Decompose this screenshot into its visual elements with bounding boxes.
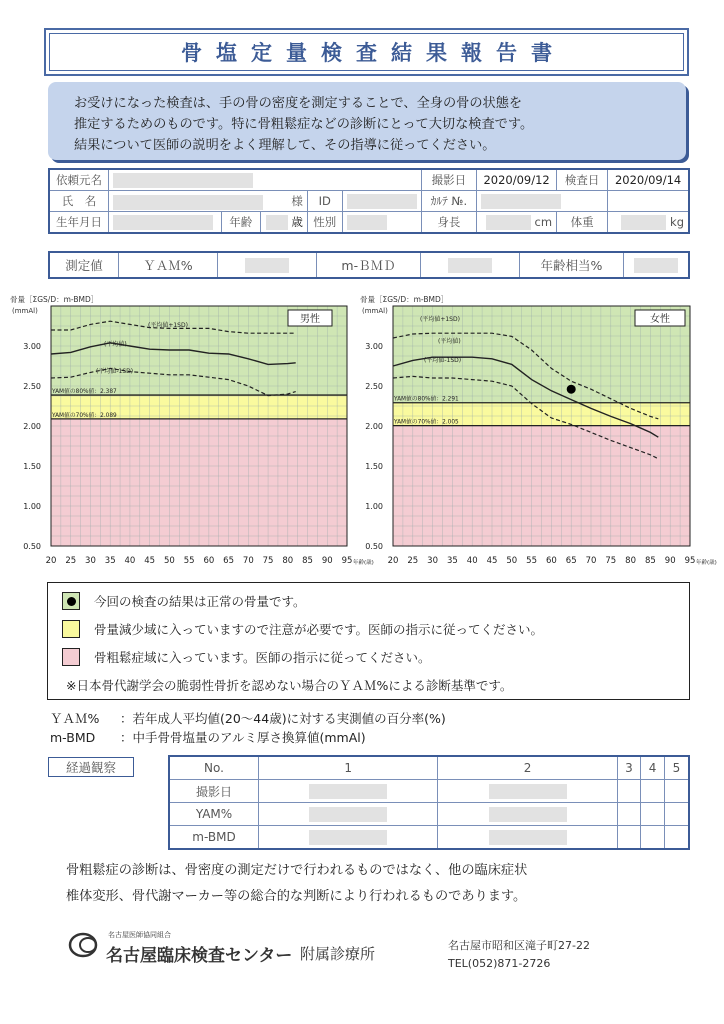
female-xtick-label: 25 (407, 556, 419, 566)
mbmd-label: m-ＢＭＤ (317, 252, 421, 278)
logo-small-text: 名古屋医師協同組合 (108, 931, 171, 939)
karte-label: ｶﾙﾃ №. (421, 191, 477, 212)
logo-main-text: 名古屋臨床検査センター (106, 946, 293, 966)
female-threshold-70-label: YAM値の70%値：2.005 (394, 419, 459, 426)
name-label: 氏 名 (49, 191, 108, 212)
female-ytick-label: 1.00 (365, 502, 383, 511)
course-table (168, 755, 690, 850)
female-label-plus: (平均値+1SD) (420, 316, 460, 323)
definition-mbmd-desc: ：中手骨骨塩量のアルミ厚さ換算値(mmAl) (120, 730, 366, 745)
patient-dot-icon (67, 597, 76, 606)
course-cell (259, 826, 438, 850)
dob-value (108, 212, 221, 234)
course-cell (664, 780, 689, 803)
measurement-table (48, 251, 690, 279)
logo-mark-icon (68, 931, 102, 959)
female-y-ticks (365, 342, 383, 551)
weight-unit: kg (670, 214, 684, 229)
chart-female (360, 294, 717, 566)
male-xtick-label: 35 (104, 556, 116, 566)
male-xtick-label: 95 (341, 556, 353, 566)
dob-label: 生年月日 (49, 212, 108, 234)
notice-line-1: お受けになった検査は、手の骨の密度を測定することで、全身の骨の状態を (74, 96, 523, 111)
notice-line-3: 結果について医師の説明をよく理解して、その指導に従ってください。 (74, 138, 496, 153)
male-label-mean: (平均値) (104, 341, 127, 348)
male-xtick-label: 25 (65, 556, 77, 566)
female-label-minus: (平均値-1SD) (424, 357, 462, 364)
age-value (260, 212, 307, 234)
exam-date-value: 2020/09/12 (477, 169, 557, 191)
height-unit: cm (534, 214, 553, 229)
legend-swatch-osteo (62, 648, 80, 666)
female-ytick-label: 2.50 (365, 382, 383, 391)
course-cell (438, 803, 617, 826)
male-ytick-label: 0.50 (23, 542, 41, 551)
female-xtick-label: 90 (664, 556, 676, 566)
male-xtick-label: 65 (223, 556, 235, 566)
male-threshold-80-label: YAM値の80%値：2.387 (52, 389, 117, 396)
legend-box (47, 582, 690, 700)
male-y-ticks (23, 342, 41, 551)
address-tel: TEL(052)871-2726 (448, 957, 551, 970)
female-xtick-label: 50 (506, 556, 518, 566)
male-label-plus: (平均値+1SD) (148, 322, 188, 329)
legend-text-caution: 骨量減少域に入っていますので注意が必要です。医師の指示に従ってください。 (94, 622, 544, 637)
patient-info-table (48, 168, 690, 234)
female-y-title: 骨量［ΣGS/D：m-BMD］ (360, 295, 449, 304)
legend-row-caution (62, 620, 543, 638)
legend-text-osteo: 骨粗鬆症域に入っています。医師の指示に従ってください。 (94, 650, 431, 665)
age-ratio-label: 年齢相当% (520, 252, 624, 278)
course-cell (641, 780, 665, 803)
female-patient-point (567, 385, 576, 394)
legend-swatch-normal (62, 592, 80, 610)
course-cell (617, 803, 641, 826)
definition-mbmd-term: m-BMD (50, 730, 96, 745)
test-date-value: 2020/09/14 (608, 169, 689, 191)
course-row-mbmd: m-BMD (169, 826, 259, 850)
test-date-label: 検査日 (557, 169, 608, 191)
karte-extra (608, 191, 689, 212)
female-sex-label: 女性 (650, 314, 670, 325)
definition-yam-term: ＹＡＭ% (50, 711, 100, 726)
course-cell (438, 780, 617, 803)
course-col-3: 3 (617, 756, 641, 780)
legend-note: ※日本骨代謝学会の脆弱性骨折を認めない場合のＹＡＭ%による診断基準です。 (66, 678, 513, 693)
male-xtick-label: 70 (242, 556, 254, 566)
male-y-unit: (mmAl) (12, 307, 38, 315)
course-cell (617, 826, 641, 850)
sex-value (342, 212, 421, 234)
male-label-minus: (平均値-1SD) (96, 368, 134, 375)
age-ratio-value (624, 252, 690, 278)
female-xtick-label: 95 (684, 556, 696, 566)
address-line: 名古屋市昭和区滝子町27-22 (448, 939, 590, 952)
female-xtick-label: 55 (526, 556, 538, 566)
male-xtick-label: 30 (85, 556, 96, 566)
course-cell (641, 826, 665, 850)
karte-value (477, 191, 608, 212)
female-xtick-label: 85 (644, 556, 656, 566)
requester-value (108, 169, 421, 191)
male-xtick-label: 85 (302, 556, 313, 566)
female-ytick-label: 3.00 (365, 342, 383, 351)
female-ytick-label: 2.00 (365, 422, 383, 431)
female-xtick-label: 75 (605, 556, 617, 566)
female-ytick-label: 0.50 (365, 542, 383, 551)
measure-label: 測定値 (49, 252, 119, 278)
weight-label: 体重 (557, 212, 608, 234)
male-xtick-label: 45 (144, 556, 156, 566)
male-sex-label: 男性 (300, 314, 320, 325)
title-frame (44, 28, 689, 76)
male-ytick-label: 2.00 (23, 422, 41, 431)
course-cell (664, 803, 689, 826)
female-threshold-80-label: YAM値の80%値：2.291 (394, 396, 459, 403)
sama-suffix: 様 (291, 193, 303, 208)
female-xtick-label: 45 (486, 556, 498, 566)
female-xtick-label: 80 (625, 556, 637, 566)
definition-mbmd (50, 728, 366, 746)
course-no-label: No. (169, 756, 259, 780)
footer-line-1: 骨粗鬆症の診断は、骨密度の測定だけで行われるものではなく、他の臨床症状 (66, 863, 528, 878)
legend-row-normal (62, 592, 306, 610)
male-x-label: 年齢(歳) (353, 560, 374, 566)
definition-yam (50, 709, 446, 727)
male-xtick-label: 80 (282, 556, 294, 566)
male-xtick-label: 60 (203, 556, 215, 566)
female-ytick-label: 1.50 (365, 462, 383, 471)
male-ytick-label: 1.00 (23, 502, 41, 511)
yam-label: ＹＡＭ% (119, 252, 218, 278)
female-xtick-label: 60 (545, 556, 557, 566)
male-ytick-label: 1.50 (23, 462, 41, 471)
female-x-ticks (388, 556, 696, 566)
male-xtick-label: 40 (124, 556, 136, 566)
charts-svg (0, 288, 724, 573)
female-x-label: 年齢(歳) (696, 560, 717, 566)
logo-sub-text: 附属診療所 (300, 945, 376, 963)
course-cell (641, 803, 665, 826)
female-xtick-label: 20 (387, 556, 399, 566)
course-cell (664, 826, 689, 850)
legend-row-osteo (62, 648, 431, 666)
female-xtick-label: 30 (427, 556, 439, 566)
male-xtick-label: 75 (262, 556, 274, 566)
definition-yam-desc: ：若年成人平均値(20～44歳)に対する実測値の百分率(%) (120, 711, 446, 726)
course-col-4: 4 (641, 756, 665, 780)
male-xtick-label: 55 (183, 556, 195, 566)
female-xtick-label: 70 (585, 556, 597, 566)
male-y-title: 骨量［ΣGS/D：m-BMD］ (10, 295, 99, 304)
notice-line-2: 推定するためのものです。特に骨粗鬆症などの診断にとって大切な検査です。 (74, 117, 534, 132)
legend-text-normal: 今回の検査の結果は正常の骨量です。 (94, 594, 306, 609)
course-label: 経過観察 (48, 757, 134, 777)
male-xtick-label: 50 (163, 556, 175, 566)
female-xtick-label: 40 (466, 556, 478, 566)
course-col-5: 5 (664, 756, 689, 780)
female-label-mean: (平均値) (438, 338, 461, 345)
footer-line-2: 椎体変形、骨代謝マーカー等の総合的な判断により行われるものであります。 (66, 889, 527, 904)
requester-label: 依頼元名 (49, 169, 108, 191)
height-label: 身長 (421, 212, 477, 234)
male-xtick-label: 90 (321, 556, 333, 566)
notice-panel (48, 82, 686, 160)
course-cell (259, 803, 438, 826)
female-xtick-label: 35 (446, 556, 458, 566)
name-value (108, 191, 307, 212)
height-value (477, 212, 557, 234)
id-label: ID (307, 191, 342, 212)
male-ytick-label: 2.50 (23, 382, 41, 391)
course-cell (438, 826, 617, 850)
course-cell (259, 780, 438, 803)
sex-label: 性別 (307, 212, 342, 234)
age-label: 年齢 (221, 212, 260, 234)
page-title: 骨塩定量検査結果報告書 (181, 41, 566, 65)
female-xtick-label: 65 (565, 556, 577, 566)
male-ytick-label: 3.00 (23, 342, 41, 351)
male-xtick-label: 20 (45, 556, 57, 566)
female-y-unit: (mmAl) (362, 307, 388, 315)
male-threshold-70-label: YAM値の70%値：2.089 (52, 412, 117, 419)
weight-value (608, 212, 689, 234)
exam-date-label: 撮影日 (421, 169, 477, 191)
course-row-date: 撮影日 (169, 780, 259, 803)
mbmd-value (421, 252, 520, 278)
course-cell (617, 780, 641, 803)
yam-value (218, 252, 317, 278)
course-row-yam: YAM% (169, 803, 259, 826)
male-x-ticks (46, 556, 353, 566)
age-unit: 歳 (291, 215, 303, 229)
legend-swatch-caution (62, 620, 80, 638)
chart-male (10, 294, 374, 566)
id-value (342, 191, 421, 212)
course-col-1: 1 (259, 756, 438, 780)
course-col-2: 2 (438, 756, 617, 780)
